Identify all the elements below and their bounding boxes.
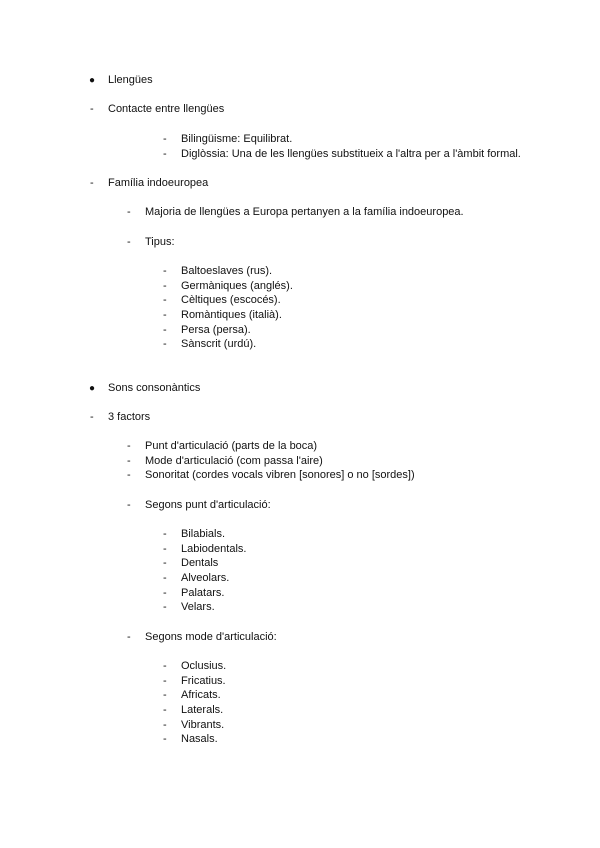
list-item: Nasals. (181, 733, 218, 745)
dash-icon: - (163, 294, 167, 306)
list-item: Romàntiques (italià). (181, 309, 282, 321)
subtopic-title: Segons mode d'articulació: (145, 631, 277, 643)
dash-icon: - (163, 689, 167, 701)
dash-icon: - (163, 572, 167, 584)
section-title: Sons consonàntics (108, 382, 201, 394)
dash-icon: - (127, 440, 131, 452)
dash-icon: - (127, 499, 131, 511)
list-item: Africats. (181, 689, 221, 701)
list-item: Palatars. (181, 587, 225, 599)
dash-icon: - (163, 557, 167, 569)
list-item: Germàniques (anglés). (181, 280, 293, 292)
list-item: Punt d'articulació (parts de la boca) (145, 440, 318, 452)
dash-icon: - (163, 133, 167, 145)
dash-icon: - (163, 528, 167, 540)
list-item: Cèltiques (escocés). (181, 294, 281, 306)
subtopic-title: Segons punt d'articulació: (145, 499, 271, 511)
dash-icon: - (127, 455, 131, 467)
list-item: Baltoeslaves (rus). (181, 265, 273, 277)
list-item: Fricatius. (181, 675, 226, 687)
dash-icon: - (163, 719, 167, 731)
dash-icon: - (163, 324, 167, 336)
subtopic-title: Majoria de llengües a Europa pertanyen a la família indoeuropea. (145, 206, 464, 218)
dash-icon: - (163, 309, 167, 321)
dash-icon: - (163, 601, 167, 613)
section-title: Llengües (108, 74, 153, 86)
list-item: Sonoritat (cordes vocals vibren [sonores] o no [sordes]) (145, 469, 415, 481)
dash-icon: - (127, 206, 131, 218)
list-item: Sànscrit (urdú). (181, 338, 257, 350)
dash-icon: - (163, 148, 167, 160)
dash-icon: - (90, 411, 94, 423)
list-item: Velars. (181, 601, 215, 613)
dash-icon: - (127, 631, 131, 643)
list-item: Persa (persa). (181, 324, 251, 336)
topic-title: Contacte entre llengües (108, 103, 225, 115)
list-item: Oclusius. (181, 660, 227, 672)
dash-icon: - (163, 265, 167, 277)
bullet-icon: ● (89, 383, 96, 394)
topic-title: Família indoeuropea (108, 177, 209, 189)
dash-icon: - (163, 660, 167, 672)
bullet-icon: ● (89, 75, 96, 86)
dash-icon: - (163, 704, 167, 716)
dash-icon: - (127, 236, 131, 248)
list-item: Alveolars. (181, 572, 230, 584)
list-item: Vibrants. (181, 719, 225, 731)
list-item: Labiodentals. (181, 543, 247, 555)
dash-icon: - (90, 177, 94, 189)
dash-icon: - (163, 280, 167, 292)
list-item: Dentals (181, 557, 219, 569)
list-item: Laterals. (181, 704, 224, 716)
list-item: Mode d'articulació (com passa l'aire) (145, 455, 323, 467)
dash-icon: - (163, 733, 167, 745)
topic-title: 3 factors (108, 411, 151, 423)
dash-icon: - (163, 675, 167, 687)
list-item: Bilingüisme: Equilibrat. (181, 133, 293, 145)
dash-icon: - (163, 338, 167, 350)
list-item: Bilabials. (181, 528, 226, 540)
list-item: Diglòssia: Una de les llengües substitueix a l'altra per a l'àmbit formal. (181, 148, 521, 160)
dash-icon: - (163, 543, 167, 555)
dash-icon: - (163, 587, 167, 599)
subtopic-title: Tipus: (145, 236, 175, 248)
dash-icon: - (90, 103, 94, 115)
dash-icon: - (127, 469, 131, 481)
